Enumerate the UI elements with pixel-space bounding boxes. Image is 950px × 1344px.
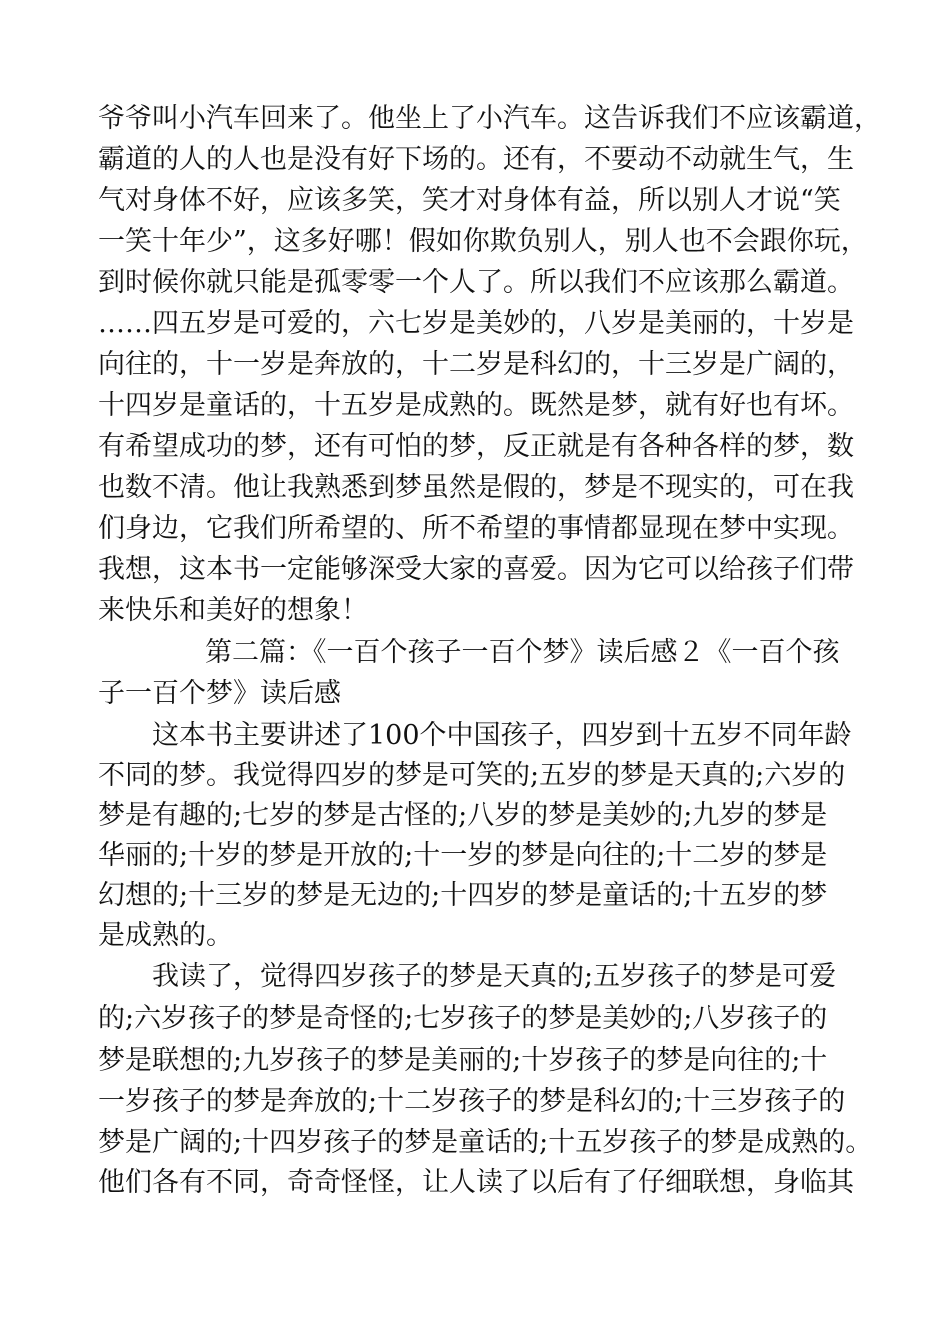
text-line: 梦是联想的;九岁孩子的梦是美丽的;十岁孩子的梦是向往的;十 — [98, 1045, 828, 1076]
text-line: 梦是有趣的;七岁的梦是古怪的;八岁的梦是美妙的;九岁的梦是 — [98, 800, 828, 831]
text-line: 的;六岁孩子的梦是奇怪的;七岁孩子的梦是美妙的;八岁孩子的 — [98, 1003, 828, 1034]
text-line: 气对身体不好，应该多笑，笑才对身体有益，所以别人才说“笑 — [98, 185, 841, 216]
text-line: 他们各有不同，奇奇怪怪，让人读了以后有了仔细联想，身临其 — [98, 1167, 854, 1198]
text-line: 来快乐和美好的想象！ — [98, 595, 368, 626]
section-heading: 第二篇：《一百个孩子一百个梦》读后感２《一百个孩 — [205, 637, 840, 668]
text-line: 向往的，十一岁是奔放的，十二岁是科幻的，十三岁是广阔的， — [98, 349, 854, 380]
text-line: 爷爷叫小汽车回来了。他坐上了小汽车。这告诉我们不应该霸道， — [98, 103, 881, 134]
text-line: 梦是广阔的;十四岁孩子的梦是童话的;十五岁孩子的梦是成熟的。 — [98, 1127, 873, 1158]
text-line: 也数不清。他让我熟悉到梦虽然是假的，梦是不现实的，可在我 — [98, 472, 854, 503]
text-line: 一笑十年少”，这多好哪！假如你欺负别人，别人也不会跟你玩， — [98, 226, 868, 257]
text-line: 到时候你就只能是孤零零一个人了。所以我们不应该那么霸道。 — [98, 267, 854, 298]
text-line: 华丽的;十岁的梦是开放的;十一岁的梦是向往的;十二岁的梦是 — [98, 840, 828, 871]
section-heading: 子一百个梦》读后感 — [98, 678, 341, 709]
text-line: 这本书主要讲述了100个中国孩子，四岁到十五岁不同年龄 — [152, 720, 852, 751]
text-line: 我读了，觉得四岁孩子的梦是天真的;五岁孩子的梦是可爱 — [152, 961, 837, 992]
text-line: 不同的梦。我觉得四岁的梦是可笑的;五岁的梦是天真的;六岁的 — [98, 760, 846, 791]
text-line: 们身边，它我们所希望的、所不希望的事情都显现在梦中实现。 — [98, 513, 854, 544]
text-line: ……四五岁是可爱的，六七岁是美妙的，八岁是美丽的，十岁是 — [98, 308, 854, 339]
text-line: 有希望成功的梦，还有可怕的梦，反正就是有各种各样的梦，数 — [98, 431, 854, 462]
text-line: 一岁孩子的梦是奔放的;十二岁孩子的梦是科幻的;十三岁孩子的 — [98, 1086, 846, 1117]
text-line: 幻想的;十三岁的梦是无边的;十四岁的梦是童话的;十五岁的梦 — [98, 880, 828, 911]
text-line: 十四岁是童话的，十五岁是成熟的。既然是梦，就有好也有坏。 — [98, 390, 854, 421]
text-line: 霸道的人的人也是没有好下场的。还有，不要动不动就生气，生 — [98, 144, 854, 175]
text-line: 我想，这本书一定能够深受大家的喜爱。因为它可以给孩子们带 — [98, 554, 854, 585]
text-line: 是成熟的。 — [98, 920, 233, 951]
